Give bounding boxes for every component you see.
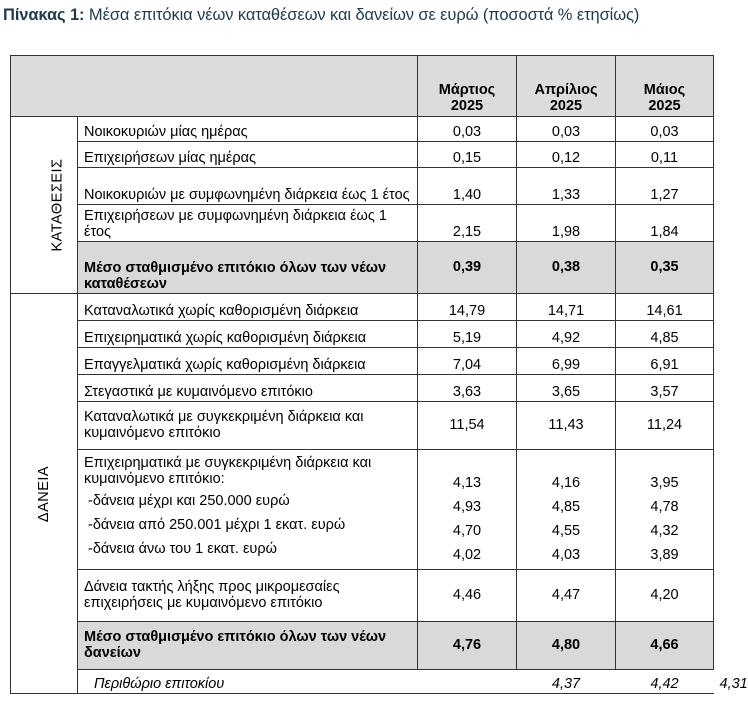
cell-value: 4,32	[650, 523, 679, 539]
business-fixed-row	[11, 450, 714, 570]
cell-value: 4,80	[517, 622, 616, 670]
cell-value: 4,47	[517, 570, 616, 622]
cell-value: 0,03	[418, 117, 517, 142]
col-header-may: Μάιος 2025	[616, 56, 714, 117]
cell-value: 3,57	[616, 375, 714, 402]
cell-value: 0,03	[616, 117, 714, 142]
row-label: Επιχειρήσεων με συμφωνημένη διάρκεια έως 1 έτος	[78, 205, 418, 242]
deposits-group-label: ΚΑΤΑΘΕΣΕΙΣ	[11, 117, 78, 294]
row-label: Στεγαστικά με κυμαινόμενο επιτόκιο	[78, 375, 418, 402]
cell-value: 4,03	[551, 547, 581, 563]
cell-value: 14,71	[517, 294, 616, 321]
cell-value: 4,46	[418, 570, 517, 622]
cell-stack	[418, 450, 517, 570]
cell-value: 7,04	[418, 348, 517, 375]
cell-value: 4,70	[452, 523, 482, 539]
cell-value: 0,03	[517, 117, 616, 142]
row-label: Νοικοκυριών μίας ημέρας	[78, 117, 418, 142]
table-row	[11, 205, 714, 242]
margin-label: Περιθώριο επιτοκίου	[78, 670, 517, 694]
loans-subtotal-row	[11, 622, 714, 670]
col-header-march: Μάρτιος 2025	[418, 56, 517, 117]
cell-value: 11,54	[418, 402, 517, 450]
cell-value: 4,13	[452, 475, 482, 491]
cell-value: 0,39	[418, 242, 517, 294]
sme-row	[11, 570, 714, 622]
cell-value: 4,66	[616, 622, 714, 670]
cell-value: 5,19	[418, 321, 517, 348]
cell-value: 4,20	[616, 570, 714, 622]
cell-value: 1,98	[517, 205, 616, 242]
table-row	[11, 294, 714, 321]
cell-stack	[517, 450, 616, 570]
cell-value: 1,33	[517, 168, 616, 205]
cell-value: 11,24	[616, 402, 714, 450]
row-label: Δάνεια τακτής λήξης προς μικρομεσαίες επιχειρήσεις με κυμαινόμενο επιτόκιο	[78, 570, 418, 622]
cell-value: 0,15	[418, 142, 517, 168]
business-fixed-label: Επιχειρηματικά με συγκεκριμένη διάρκεια και κυμαινόμενο επιτόκιο:	[84, 455, 372, 487]
cell-value: 3,95	[650, 475, 679, 491]
interest-rates-table	[10, 55, 748, 694]
cell-value: 4,92	[517, 321, 616, 348]
subrow-label: -δάνεια άνω του 1 εκατ. ευρώ	[88, 541, 277, 557]
cell-value: 4,85	[551, 499, 581, 515]
cell-value: 3,65	[517, 375, 616, 402]
row-label: Καταναλωτικά χωρίς καθορισμένη διάρκεια	[78, 294, 418, 321]
cell-value: 4,93	[452, 499, 482, 515]
cell-value: 4,55	[551, 523, 581, 539]
cell-value: 4,78	[650, 499, 679, 515]
cell-value: 4,85	[616, 321, 714, 348]
loans-group-label: ΔΑΝΕΙΑ	[11, 294, 78, 694]
cell-value: 11,43	[517, 402, 616, 450]
cell-value: 4,16	[551, 475, 581, 491]
row-label: Επιχειρηματικά χωρίς καθορισμένη διάρκεια	[78, 321, 418, 348]
cell-value: 1,84	[616, 205, 714, 242]
table-row	[11, 402, 714, 450]
table-title: Πίνακας 1: Μέσα επιτόκια νέων καταθέσεων και δανείων σε ευρώ (ποσοστά % ετησίως)	[3, 6, 640, 24]
row-label: Μέσο σταθμισμένο επιτόκιο όλων των νέων καταθέσεων	[78, 242, 418, 294]
table-row	[11, 117, 714, 142]
row-label: Επαγγελματικά χωρίς καθορισμένη διάρκεια	[78, 348, 418, 375]
cell-value: 1,40	[418, 168, 517, 205]
cell-value: 2,15	[418, 205, 517, 242]
cell-value: 0,11	[616, 142, 714, 168]
subrow-label: -δάνεια μέχρι και 250.000 ευρώ	[88, 493, 290, 509]
cell-value: 4,37	[517, 670, 616, 694]
table-row	[11, 375, 714, 402]
row-label: Καταναλωτικά με συγκεκριμένη διάρκεια και κυμαινόμενο επιτόκιο	[78, 402, 418, 450]
cell-stack	[616, 450, 714, 570]
cell-value: 0,35	[616, 242, 714, 294]
margin-row: Περιθώριο επιτοκίου 4,37 4,42 4,31	[11, 670, 714, 694]
row-label: Μέσο σταθμισμένο επιτόκιο όλων των νέων δανείων	[78, 622, 418, 670]
row-label	[78, 450, 418, 570]
deposits-subtotal-row	[11, 242, 714, 294]
header-row	[11, 56, 714, 117]
table-row	[11, 348, 714, 375]
cell-value: 0,12	[517, 142, 616, 168]
table-row	[11, 321, 714, 348]
cell-value: 3,63	[418, 375, 517, 402]
table-row	[11, 168, 714, 205]
cell-value: 6,99	[517, 348, 616, 375]
cell-value: 14,79	[418, 294, 517, 321]
row-label: Νοικοκυριών με συμφωνημένη διάρκεια έως 1 έτος	[78, 168, 418, 205]
col-header-april: Απρίλιος 2025	[517, 56, 616, 117]
row-label: Επιχειρήσεων μίας ημέρας	[78, 142, 418, 168]
cell-value: 4,76	[418, 622, 517, 670]
cell-value: 6,91	[616, 348, 714, 375]
cell-value: 4,02	[452, 547, 482, 563]
cell-value: 3,89	[650, 547, 679, 563]
table-row	[11, 142, 714, 168]
cell-value: 1,27	[616, 168, 714, 205]
cell-value: 0,38	[517, 242, 616, 294]
cell-value: 14,61	[616, 294, 714, 321]
subrow-label: -δάνεια από 250.001 μέχρι 1 εκατ. ευρώ	[88, 517, 346, 533]
header-blank	[11, 56, 418, 117]
cell-value: 4,42	[616, 670, 714, 694]
